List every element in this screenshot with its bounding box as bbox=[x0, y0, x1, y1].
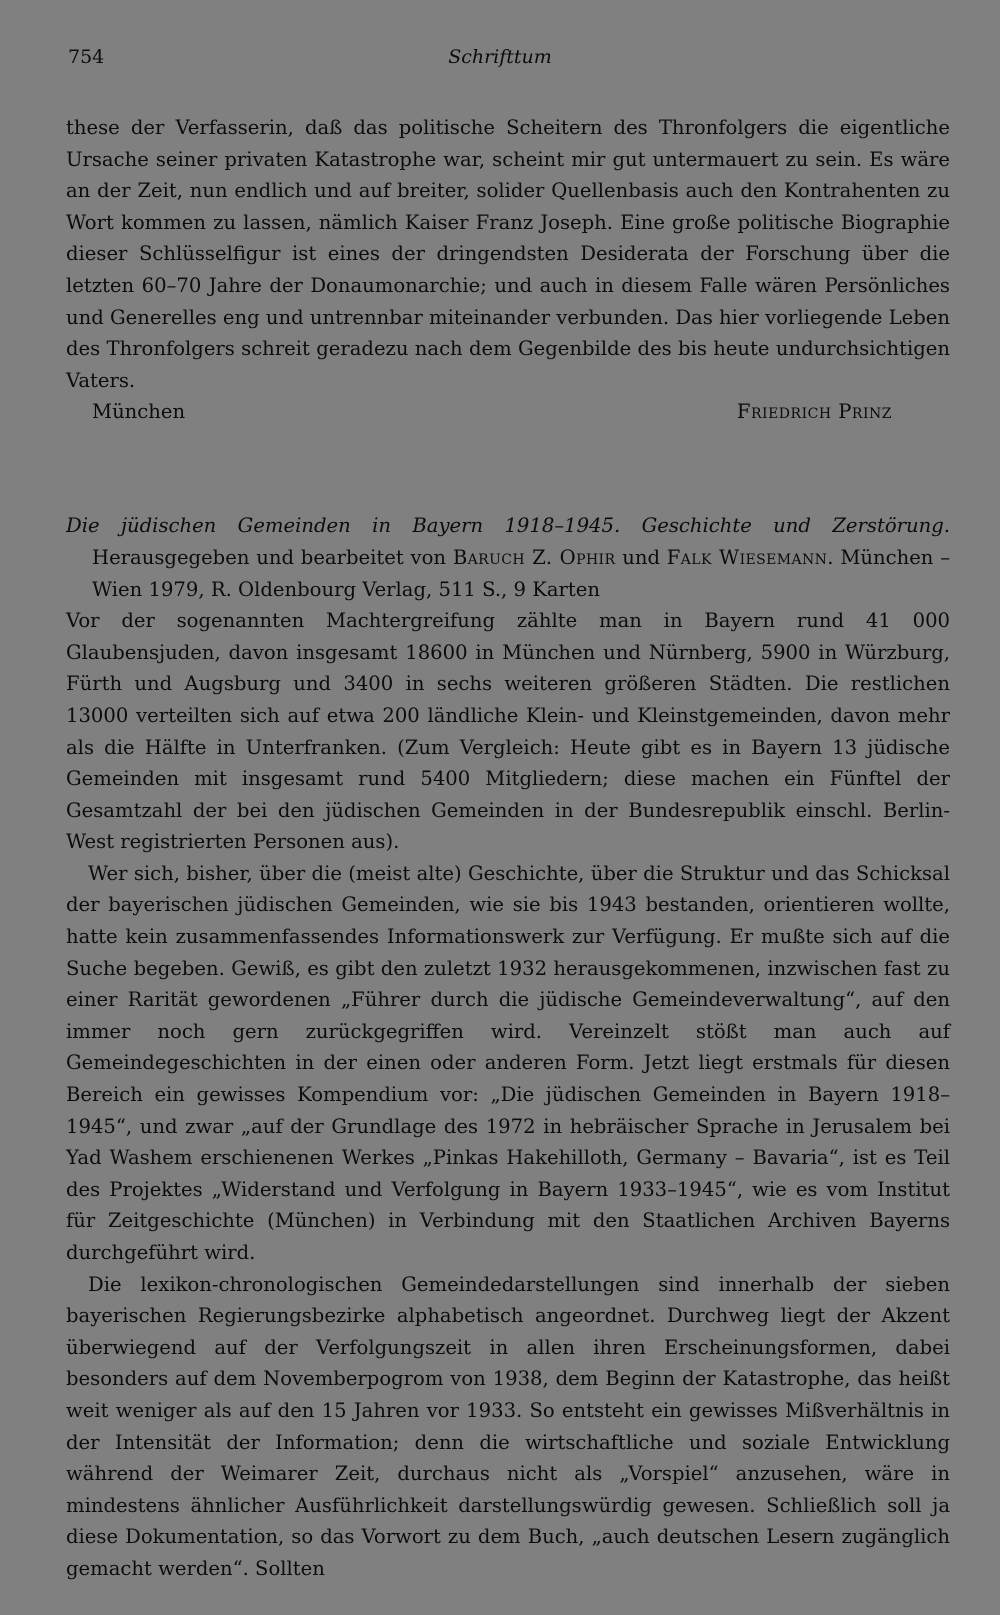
page-body bbox=[66, 112, 950, 1585]
previous-review-closing-paragraph: these der Verfasserin, daß das politische Scheitern des Thronfolgers die eigentliche Ursache seiner privaten Katastrophe war, scheint mir gut untermauert zu sein. Es wäre an der Zeit, nun endlich und auf breiter, solider Quellenbasis auch den Kontrahenten zu Wort kommen zu lassen, nämlich Kaiser Franz Joseph. Eine große politische Biographie dieser Schlüsselfigur ist eines der dringendsten Desiderata der Forschung über die letzten 60–70 Jahre der Donaumonarchie; und auch in diesem Falle wären Persönliches und Generelles eng und untrennbar miteinander verbunden. Das hier vorliegende Leben des Thronfolgers schreit geradezu nach dem Gegenbilde des bis heute undurchsichtigen Vaters. bbox=[66, 116, 950, 392]
publication-info: . München – Wien 1979, R. Oldenbourg Verlag, 511 S., 9 Karten bbox=[92, 545, 951, 601]
book-citation bbox=[66, 510, 951, 605]
editors-and: und bbox=[622, 545, 660, 569]
book-review bbox=[66, 510, 950, 1584]
editor-1: Baruch Z. Ophir bbox=[452, 545, 616, 569]
book-title: Die jüdischen Gemeinden in Bayern 1918–1945. Geschichte und Zerstörung. bbox=[66, 514, 950, 538]
running-title: Schrifttum bbox=[448, 46, 552, 68]
editor-2: Falk Wiesemann bbox=[666, 545, 828, 569]
review-paragraph: Die lexikon-chronologischen Gemeindedarstellungen sind innerhalb der sieben bayerischen Regierungsbezirke alphabetisch angeordnet. Durchweg liegt der Akzent überwiegend auf der Verfolgungszeit in allen ihren Erscheinungsformen, dabei besonders auf dem Novemberpogrom von 1938, dem Beginn der Katastrophe, das heißt weit weniger als auf den 15 Jahren vor 1933. So entsteht ein gewisses Mißverhältnis in der Intensität der Information; denn die wirtschaftliche und soziale Entwicklung während der Weimarer Zeit, durchaus nicht als „Vorspiel“ anzusehen, wäre in mindestens ähnlicher Ausführlichkeit darstellungswürdig gewesen. Schließlich soll ja diese Dokumentation, so das Vorwort zu dem Buch, „auch deutschen Lesern zugänglich gemacht werden“. Sollten bbox=[66, 1272, 950, 1580]
page-number: 754 bbox=[68, 46, 105, 68]
review-paragraph: Vor der sogenannten Machtergreifung zählte man in Bayern rund 41 000 Glaubensjuden, davon insgesamt 18600 in München und Nürnberg, 5900 in Würzburg, Fürth und Augsburg und 3400 in sechs weiteren größeren Städten. Die restlichen 13000 verteilten sich auf etwa 200 ländliche Klein- und Kleinstgemeinden, davon mehr als die Hälfte in Unterfranken. (Zum Vergleich: Heute gibt es in Bayern 13 jüdische Gemeinden mit insgesamt rund 5400 Mitgliedern; diese machen ein Fünftel der Gesamtzahl der bei den jüdischen Gemeinden in der Bundesrepublik einschl. Berlin-West registrierten Personen aus). bbox=[66, 609, 950, 854]
page-header bbox=[68, 46, 932, 76]
signature-place: München bbox=[92, 400, 186, 424]
reviewer-signature bbox=[66, 396, 950, 428]
editors-prefix: Herausgegeben und bearbeitet von bbox=[92, 545, 447, 569]
review-paragraph: Wer sich, bisher, über die (meist alte) Geschichte, über die Struktur und das Schicksal der bayerischen jüdischen Gemeinden, wie sie bis 1943 bestanden, orientieren wollte, hatte kein zusammenfassendes Informationswerk zur Verfügung. Er mußte sich auf die Suche begeben. Gewiß, es gibt den zuletzt 1932 herausgekommenen, inzwischen fast zu einer Rarität gewordenen „Führer durch die jüdische Gemeindeverwaltung“, auf den immer noch gern zurückgegriffen wird. Vereinzelt stößt man auch auf Gemeindegeschichten in der einen oder anderen Form. Jetzt liegt erstmals für diesen Bereich ein gewisses Kompendium vor: „Die jüdischen Gemeinden in Bayern 1918–1945“, und zwar „auf der Grundlage des 1972 in hebräischer Sprache in Jerusalem bei Yad Washem erschienenen Werkes „Pinkas Hakehilloth, Germany – Bavaria“, ist es Teil des Projektes „Widerstand und Verfolgung in Bayern 1933–1945“, wie es vom Institut für Zeitgeschichte (München) in Verbindung mit den Staatlichen Archiven Bayerns durchgeführt wird. bbox=[66, 861, 950, 1264]
signature-reviewer-name: Friedrich Prinz bbox=[736, 400, 892, 424]
